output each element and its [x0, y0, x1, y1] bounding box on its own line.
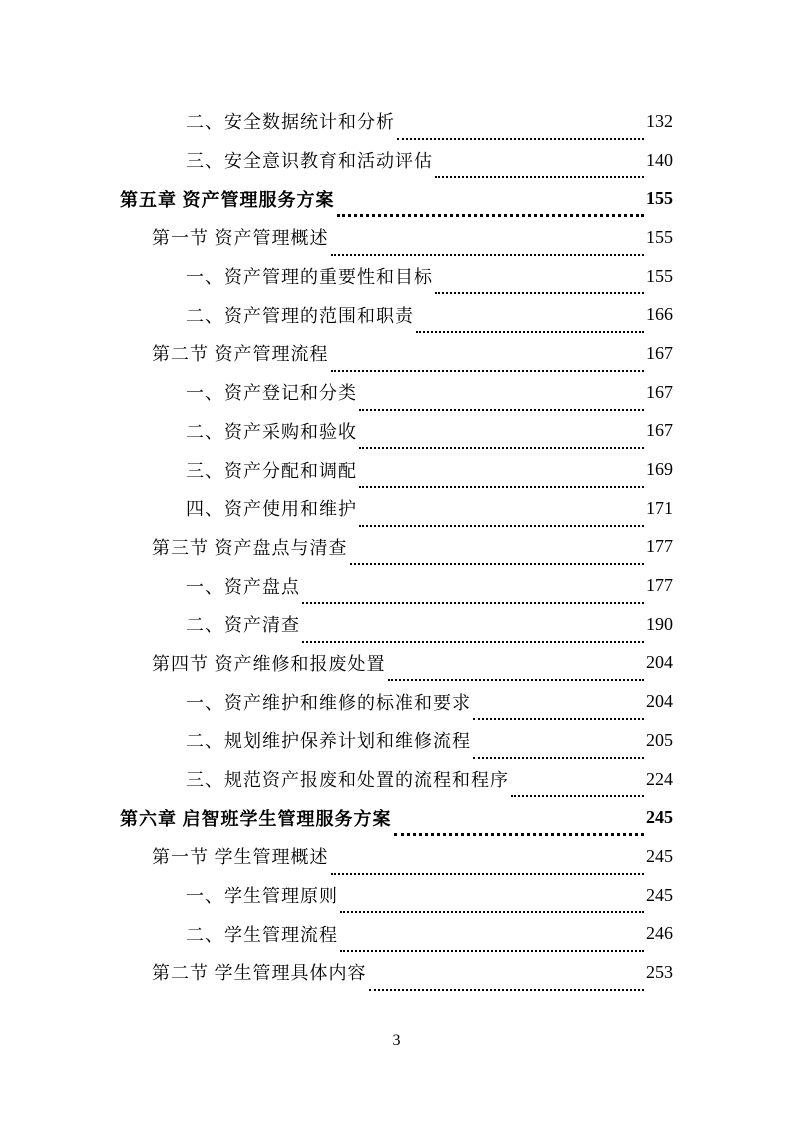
toc-entry-title: 三、资产分配和调配 [186, 460, 357, 481]
toc-entry[interactable] [0, 141, 793, 180]
toc-entry-title: 第二节 学生管理具体内容 [152, 963, 367, 984]
toc-entry-page: 245 [646, 845, 673, 866]
toc-entry-title: 第五章 资产管理服务方案 [120, 189, 335, 210]
dot-leader [416, 311, 644, 333]
dot-leader [331, 350, 645, 372]
toc-entry-page: 155 [646, 226, 673, 247]
toc-entry-page: 177 [646, 575, 673, 596]
toc-entry[interactable] [0, 102, 793, 141]
toc-entry-page: 177 [646, 536, 673, 557]
toc-entry-title: 第二节 资产管理流程 [152, 344, 329, 365]
dot-leader [340, 930, 644, 952]
toc-entry-page: 155 [646, 265, 673, 286]
dot-leader [359, 427, 644, 449]
dot-leader [337, 194, 645, 217]
toc-entry[interactable] [0, 566, 793, 605]
toc-entry-page: 171 [646, 497, 673, 518]
toc-entry[interactable] [0, 721, 793, 760]
toc-entry-title: 第一节 学生管理概述 [152, 847, 329, 868]
toc-entry[interactable] [0, 489, 793, 528]
toc-entry-title: 二、资产清查 [186, 615, 300, 636]
dot-leader [435, 272, 644, 294]
toc-entry-page: 155 [646, 188, 673, 209]
toc-entry-title: 四、资产使用和维护 [186, 499, 357, 520]
toc-entry[interactable] [0, 760, 793, 799]
page-number: 3 [392, 1032, 401, 1049]
dot-leader [340, 891, 644, 913]
toc-entry-title: 第一节 资产管理概述 [152, 228, 329, 249]
toc-section-entry[interactable] [0, 644, 793, 683]
toc-entry-page: 246 [646, 923, 673, 944]
toc-entry-title: 二、学生管理流程 [186, 924, 338, 945]
dot-leader [302, 582, 644, 604]
toc-entry-page: 204 [646, 652, 673, 673]
toc-entry-page: 190 [646, 613, 673, 634]
dot-leader [331, 853, 645, 875]
toc-entry-page: 167 [646, 342, 673, 363]
toc-entry-page: 166 [646, 304, 673, 325]
toc-entry-page: 253 [646, 961, 673, 982]
toc-entry-page: 245 [646, 807, 673, 828]
toc-section-entry[interactable] [0, 837, 793, 876]
toc-chapter-entry[interactable] [0, 179, 793, 218]
toc-entry[interactable] [0, 412, 793, 451]
toc-entry[interactable] [0, 373, 793, 412]
toc-entry-title: 一、资产管理的重要性和目标 [186, 267, 433, 288]
dot-leader [397, 118, 644, 140]
toc-entry-title: 第六章 启智班学生管理服务方案 [120, 808, 392, 829]
dot-leader [359, 466, 644, 488]
toc-entry-title: 二、资产采购和验收 [186, 421, 357, 442]
toc-section-entry[interactable] [0, 953, 793, 992]
toc-entry[interactable] [0, 295, 793, 334]
dot-leader [435, 156, 644, 178]
dot-leader [359, 389, 644, 411]
dot-leader [473, 737, 644, 759]
toc-entry[interactable] [0, 257, 793, 296]
toc-section-entry[interactable] [0, 218, 793, 257]
toc-entry[interactable] [0, 682, 793, 721]
toc-entry-page: 140 [646, 149, 673, 170]
dot-leader [511, 775, 644, 797]
toc-entry-page: 132 [646, 110, 673, 131]
toc-entry-page: 167 [646, 420, 673, 441]
toc-entry-title: 第三节 资产盘点与清查 [152, 537, 348, 558]
table-of-contents [0, 102, 793, 992]
toc-entry-title: 一、资产维护和维修的标准和要求 [186, 692, 471, 713]
toc-entry-page: 224 [646, 768, 673, 789]
toc-entry-page: 169 [646, 459, 673, 480]
toc-entry[interactable] [0, 450, 793, 489]
dot-leader [473, 698, 644, 720]
toc-entry-page: 167 [646, 381, 673, 402]
toc-entry-title: 二、安全数据统计和分析 [186, 112, 395, 133]
toc-entry[interactable] [0, 605, 793, 644]
toc-entry-title: 三、安全意识教育和活动评估 [186, 151, 433, 172]
dot-leader [394, 813, 645, 836]
toc-entry[interactable] [0, 914, 793, 953]
toc-entry-title: 一、资产盘点 [186, 576, 300, 597]
toc-entry[interactable] [0, 876, 793, 915]
dot-leader [302, 621, 644, 643]
toc-entry-page: 205 [646, 729, 673, 750]
toc-entry-page: 245 [646, 884, 673, 905]
toc-entry-title: 第四节 资产维修和报废处置 [152, 653, 386, 674]
toc-entry-title: 一、资产登记和分类 [186, 383, 357, 404]
dot-leader [359, 505, 644, 527]
toc-section-entry[interactable] [0, 528, 793, 567]
dot-leader [350, 543, 645, 565]
toc-entry-title: 二、规划维护保养计划和维修流程 [186, 731, 471, 752]
toc-section-entry[interactable] [0, 334, 793, 373]
dot-leader [369, 969, 645, 991]
toc-entry-title: 一、学生管理原则 [186, 886, 338, 907]
dot-leader [331, 234, 645, 256]
toc-chapter-entry[interactable] [0, 798, 793, 837]
toc-entry-title: 二、资产管理的范围和职责 [186, 305, 414, 326]
toc-entry-title: 三、规范资产报废和处置的流程和程序 [186, 770, 509, 791]
toc-entry-page: 204 [646, 691, 673, 712]
dot-leader [388, 659, 645, 681]
